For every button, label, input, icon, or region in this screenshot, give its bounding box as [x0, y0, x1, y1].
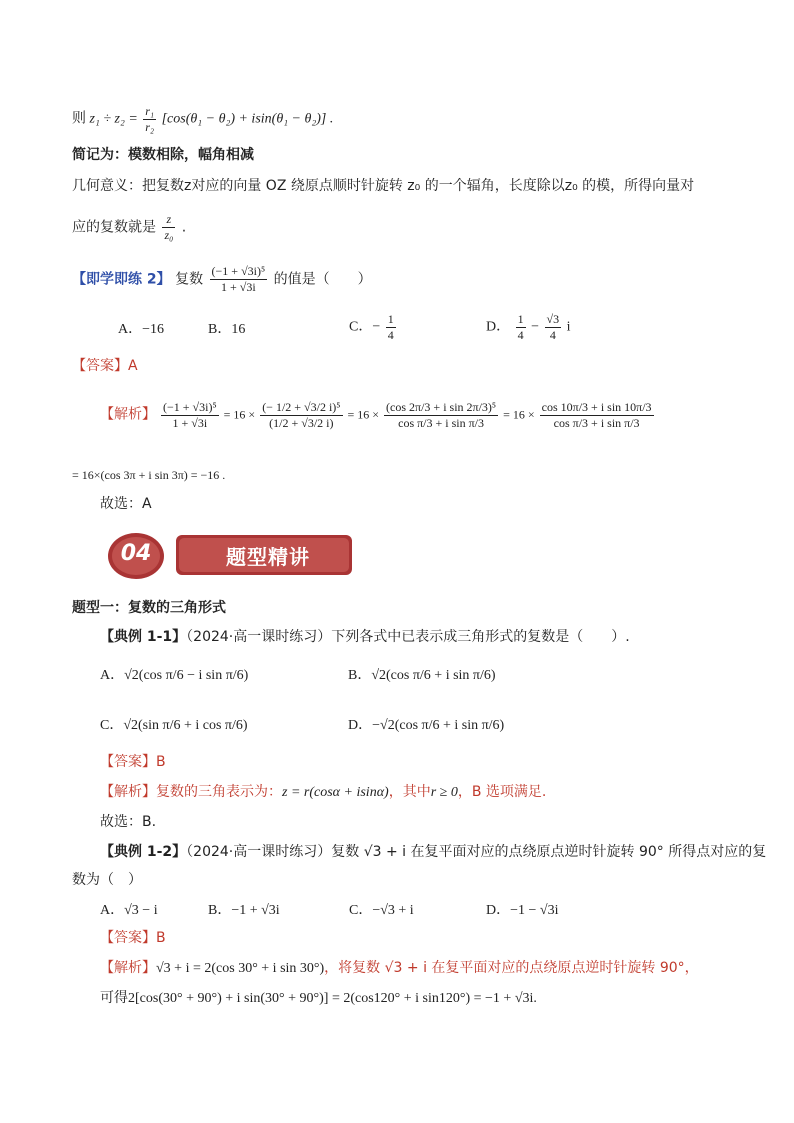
sol-f1-den: 1 + √3i: [172, 416, 208, 430]
ex12-formula: √3 + i = 2(cos 30° + i sin 30°): [156, 961, 325, 976]
opt-d-frac-2: [545, 312, 562, 343]
opt-d-1-den: 4: [517, 328, 524, 342]
sol-frac-2: [260, 400, 342, 431]
expr-den: 1 + √3i: [221, 280, 256, 294]
opt-d-i: i: [566, 319, 571, 335]
ex12-line2-formula: 2[cos(30° + 90°) + i sin(30° + 90°)] = 2(cos120° + i sin120°) = −1 + √3i.: [128, 991, 537, 1006]
example-1-2-option-d: D．−1 − √3i: [486, 903, 559, 918]
sol-f3-den: cos π/3 + i sin π/3: [398, 416, 485, 430]
section-title: 题型精讲: [226, 545, 310, 569]
sol-eq-3: = 16 ×: [503, 407, 535, 422]
ex11-formula: z = r(cosα + isinα): [282, 785, 389, 800]
opt-d-2-den: 4: [549, 328, 556, 342]
practice-2-solution: [100, 400, 656, 431]
example-1-2-option-a: A．√3 − i: [100, 903, 158, 918]
opt-c-fraction: [386, 312, 396, 343]
analysis-tag: 【解析】: [100, 406, 156, 423]
example-1-2-option-c: C．−√3 + i: [349, 903, 414, 918]
example-1-2-answer: [100, 928, 166, 948]
practice-2-suffix: 的值是（ ）: [273, 271, 372, 288]
z-over-z0: [162, 212, 175, 243]
division-formula: [72, 104, 333, 135]
sol-frac-1: [161, 400, 219, 431]
example-1-1-option-d: D．−√2(cos π/6 + i sin π/6): [348, 718, 505, 733]
modulus-fraction: [143, 104, 156, 135]
r1: r₁: [145, 104, 155, 118]
opt-d-minus: −: [531, 319, 540, 335]
ex11-analysis-tag: 【解析】: [100, 784, 156, 800]
sol-f4-num: cos 10π/3 + i sin 10π/3: [541, 400, 652, 414]
division-left: z₁ ÷ z₂ =: [89, 111, 138, 127]
sol-f3-num: (cos 2π/3 + i sin 2π/3)⁵: [386, 400, 497, 414]
sol-f2-den: (1/2 + √3/2 i): [269, 416, 334, 430]
practice-2-answer: [72, 356, 138, 376]
expr-num: (−1 + √3i)⁵: [211, 264, 266, 278]
example-1-1-analysis: [100, 782, 546, 803]
opt-d-1-num: 1: [517, 312, 524, 326]
practice-2-option-d: [486, 312, 571, 343]
practice-2-option-b: B．16: [208, 322, 246, 337]
example-1-1-choose: 故选：B.: [100, 814, 157, 830]
ex11-answer: B: [156, 754, 166, 770]
ex11-analysis-3: ，B 选项满足.: [457, 784, 547, 800]
ex11-analysis-1: 复数的三角表示为：: [156, 784, 282, 800]
practice-2-tag: 【即学即练 2】: [72, 271, 171, 288]
sol-f2-num: (− 1/2 + √3/2 i)⁵: [262, 400, 341, 414]
ex12-answer: B: [156, 930, 166, 946]
example-1-1-option-a: A．√2(cos π/6 − i sin π/6): [100, 668, 249, 683]
sol-frac-4: [540, 400, 654, 431]
ex11-stem: （2024·高一课时练习）下列各式中已表示成三角形式的复数是（ ）.: [186, 629, 630, 645]
ex12-stem-1: （2024·高一课时练习）复数 √3 + i 在复平面对应的点绕原点逆时针旋转 90° 所得点对应的复: [186, 844, 767, 860]
opt-d-frac-1: [516, 312, 526, 343]
sol-f1-num: (−1 + √3i)⁵: [163, 400, 217, 414]
example-1-2-stem: [100, 842, 766, 862]
practice-2-option-c: [349, 312, 398, 343]
ex12-line2-prefix: 可得: [100, 990, 128, 1006]
answer-tag: 【答案】: [72, 358, 128, 374]
sol-eq-1: = 16 ×: [223, 407, 256, 422]
example-1-2-option-b: B．−1 + √3i: [208, 903, 280, 918]
z-num: z: [162, 212, 175, 228]
opt-d-label: D．: [486, 319, 511, 335]
practice-2-stem: [72, 264, 372, 295]
example-1-2-analysis: [100, 958, 699, 979]
example-1-1-stem: [100, 627, 630, 647]
practice-2-option-a: A．−16: [118, 322, 165, 337]
example-1-2-analysis-line-2: [100, 988, 537, 1009]
ex11-tag: 【典例 1-1】: [100, 629, 187, 645]
example-1-2-stem-line-2: 数为（ ）: [72, 872, 142, 888]
ex12-tag: 【典例 1-2】: [100, 844, 187, 860]
practice-2-solution-line-2: = 16×(cos 3π + i sin 3π) = −16 .: [72, 468, 226, 482]
example-1-1-option-c: C．√2(sin π/6 + i cos π/6): [100, 718, 248, 733]
practice-2-choose: 故选：A: [100, 496, 152, 512]
geometry-prefix: 应的复数就是: [72, 219, 156, 236]
ex12-analysis-tag: 【解析】: [100, 960, 156, 976]
example-1-1-option-b: B．√2(cos π/6 + i sin π/6): [348, 668, 496, 683]
z0-den: z₀: [164, 228, 174, 242]
ex11-answer-tag: 【答案】: [100, 754, 156, 770]
opt-c-den: 4: [387, 328, 394, 342]
division-prefix: 则: [72, 110, 86, 127]
practice-2-prefix: 复数: [175, 271, 204, 288]
ex12-analysis-text: ，将复数 √3 + i 在复平面对应的点绕原点逆时针旋转 90°，: [324, 960, 699, 976]
summary-text: 简记为：模数相除，幅角相减: [72, 147, 254, 163]
ex11-cond: r ≥ 0: [430, 785, 458, 800]
ex11-analysis-2: ，其中: [388, 784, 431, 800]
opt-c-num: 1: [387, 312, 394, 326]
type-1-heading: 题型一：复数的三角形式: [72, 600, 226, 616]
ex12-answer-tag: 【答案】: [100, 930, 156, 946]
sol-eq-2: = 16 ×: [347, 407, 380, 422]
geometry-line-2: [72, 212, 186, 243]
example-1-1-answer: [100, 752, 166, 772]
division-right: [cos(θ₁ − θ₂) + isin(θ₁ − θ₂)] .: [161, 111, 334, 127]
section-number: 04: [120, 541, 152, 566]
sol-f4-den: cos π/3 + i sin π/3: [553, 416, 640, 430]
opt-c-label: C．−: [349, 319, 381, 335]
geometry-suffix: .: [181, 219, 187, 236]
r2: r₂: [145, 120, 155, 134]
opt-d-2-num: √3: [546, 312, 560, 326]
geometry-line-1: 几何意义：把复数z对应的向量 OZ 绕原点顺时针旋转 z₀ 的一个辐角，长度除以z₀ 的模，所得向量对: [72, 178, 695, 194]
sol-frac-3: [384, 400, 498, 431]
practice-2-expression: [210, 264, 268, 295]
answer-value: A: [128, 358, 138, 374]
